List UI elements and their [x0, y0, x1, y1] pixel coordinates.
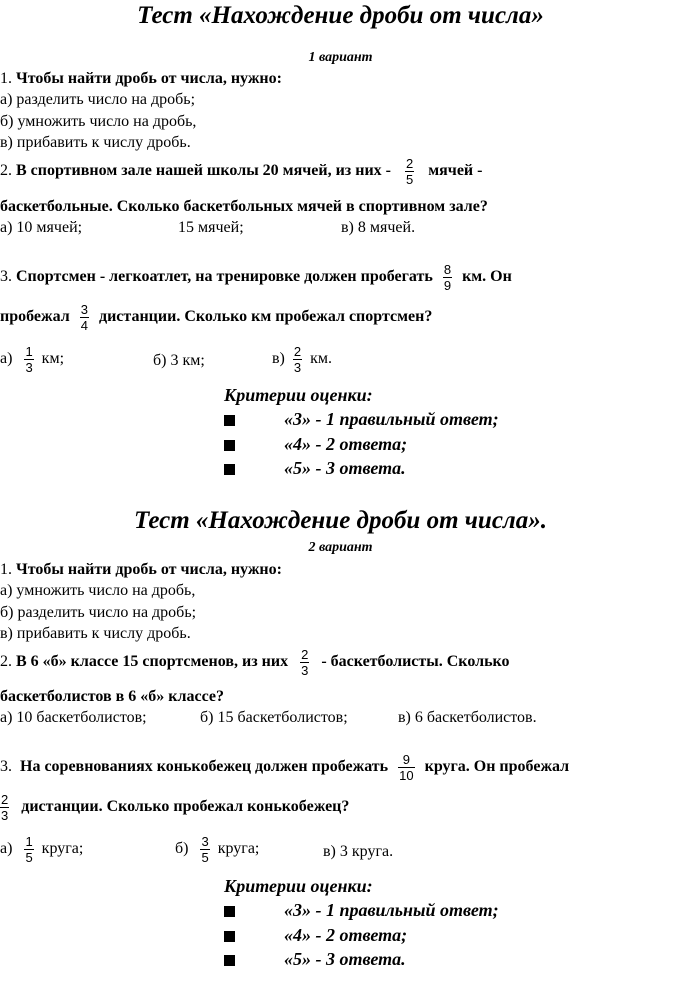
- answer-a: а) 10 мячей;: [0, 219, 83, 236]
- answer-a: а) $\frac{1}{5}$ круга;: [0, 834, 84, 865]
- answer-c: в) $\frac{2}{3}$ км.: [272, 344, 333, 375]
- square-bullet-icon: [224, 906, 235, 917]
- question-3-line2: [0, 302, 432, 333]
- square-bullet-icon: [224, 440, 235, 451]
- fraction: $\frac{8}{9}$: [443, 262, 452, 293]
- fraction: $\frac{9}{10}$: [399, 752, 414, 783]
- question-number: 3.: [0, 268, 12, 286]
- answer-a: а) $\frac{1}{3}$ км;: [0, 344, 65, 375]
- fraction: $\frac{2}{3}$: [293, 344, 302, 375]
- answer-b: б) $\frac{3}{5}$ круга;: [175, 834, 260, 865]
- fraction: $\frac{1}{5}$: [25, 834, 33, 865]
- fraction: $\frac{2}{3}$: [1, 792, 9, 823]
- question-text-cont: км. Он: [462, 268, 512, 286]
- option-a: а) разделить число на дробь;: [0, 91, 196, 108]
- question-number: 1.: [0, 561, 12, 578]
- question-text-cont: - баскетболисты. Сколько: [321, 653, 510, 671]
- criteria-item: «5» - 3 ответа.: [224, 949, 235, 970]
- question-text-cont: дистанции. Сколько пробежал конькобежец?: [21, 798, 350, 816]
- question-2-text-line2: баскетболистов в 6 «б» классе?: [0, 688, 224, 705]
- answer-c: в) 6 баскетболистов.: [398, 709, 537, 726]
- question-text-cont: круга. Он пробежал: [424, 758, 570, 776]
- question-number: 2.: [0, 162, 12, 180]
- fraction: $\frac{1}{3}$: [25, 344, 33, 375]
- question-text: В 6 «б» классе 15 спортсменов, из них: [16, 653, 289, 671]
- option-a: а) умножить число на дробь,: [0, 582, 196, 599]
- test-title-v2: Тест «Нахождение дроби от числа».: [134, 507, 547, 534]
- question-number: 2.: [0, 653, 12, 671]
- question-text: Спортсмен - легкоатлет, на тренировке должен пробегать: [16, 268, 433, 286]
- option-b: б) разделить число на дробь;: [0, 604, 197, 621]
- answer-b: б) 15 баскетболистов;: [200, 709, 348, 726]
- square-bullet-icon: [224, 931, 235, 942]
- question-text-cont: дистанции. Сколько км пробежал спортсмен?: [98, 308, 433, 326]
- question-3-line2: [0, 792, 349, 823]
- option-c: в) прибавить к числу дробь.: [0, 625, 191, 642]
- question-1-v2: [0, 560, 282, 579]
- variant-label-v2: 2 вариант: [308, 540, 373, 555]
- question-3-v2: [0, 752, 569, 783]
- square-bullet-icon: [224, 955, 235, 966]
- question-text: Чтобы найти дробь от числа, нужно:: [16, 70, 282, 87]
- answer-b: б) 3 км;: [153, 352, 205, 369]
- question-number: 1.: [0, 70, 12, 87]
- criteria-item: «3» - 1 правильный ответ;: [224, 900, 235, 921]
- option-c: в) прибавить к числу дробь.: [0, 134, 191, 151]
- criteria-item: «5» - 3 ответа.: [224, 458, 235, 479]
- answer-c: в) 3 круга.: [323, 843, 394, 860]
- question-1-v1: [0, 69, 282, 88]
- question-text-cont: мячей -: [428, 162, 483, 180]
- test-title-v1: Тест «Нахождение дроби от числа»: [137, 2, 544, 29]
- question-3-v1: [0, 262, 512, 293]
- question-2-v2: [0, 647, 510, 678]
- criteria-item: «4» - 2 ответа;: [224, 925, 235, 946]
- fraction: $\frac{3}{4}$: [80, 302, 88, 333]
- criteria-title-v1: Критерии оценки:: [224, 385, 373, 405]
- fraction: $\frac{3}{5}$: [201, 834, 209, 865]
- answer-a: а) 10 баскетболистов;: [0, 709, 147, 726]
- question-2-text-line2: баскетбольные. Сколько баскетбольных мячей в спортивном зале?: [0, 198, 488, 215]
- question-2-v1: [0, 156, 482, 187]
- question-text: На соревнованиях конькобежец должен пробежать: [20, 758, 389, 776]
- criteria-item: «3» - 1 правильный ответ;: [224, 409, 235, 430]
- question-text: В спортивном зале нашей школы 20 мячей, из них -: [16, 162, 391, 180]
- square-bullet-icon: [224, 464, 235, 475]
- fraction: $\frac{2}{3}$: [301, 647, 309, 678]
- question-number: 3.: [0, 758, 12, 776]
- option-b: б) умножить число на дробь,: [0, 113, 197, 130]
- fraction: $\frac{2}{5}$: [406, 156, 414, 187]
- answer-b: 15 мячей;: [178, 219, 244, 236]
- variant-label-v1: 1 вариант: [308, 50, 373, 65]
- question-text: пробежал: [0, 308, 70, 326]
- question-text: Чтобы найти дробь от числа, нужно:: [16, 561, 282, 578]
- answer-c: в) 8 мячей.: [341, 219, 416, 236]
- square-bullet-icon: [224, 415, 235, 426]
- criteria-item: «4» - 2 ответа;: [224, 434, 235, 455]
- criteria-title-v2: Критерии оценки:: [224, 876, 373, 896]
